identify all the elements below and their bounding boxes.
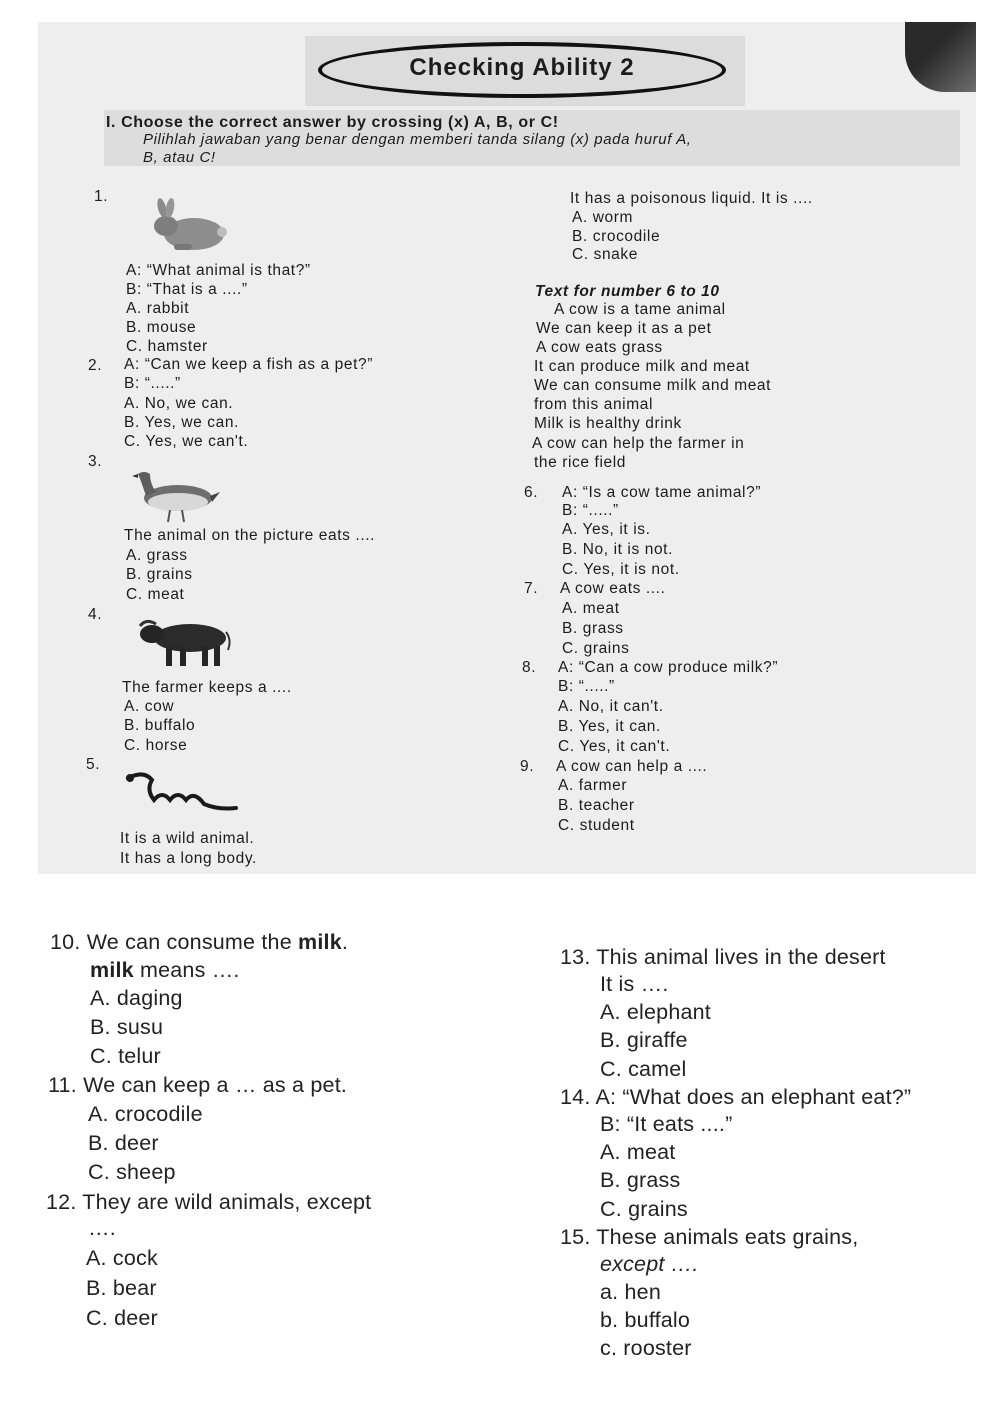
reading-text-line: A cow eats grass (536, 339, 663, 356)
question-10-period: . (341, 930, 349, 954)
reading-text-line: A cow can help the farmer in (532, 435, 745, 452)
snake-icon (124, 770, 240, 814)
instruction-translation-1: Pilihlah jawaban yang benar dengan memberi tanda silang (x) pada huruf A, (143, 131, 692, 148)
page-title: Checking Ability 2 (409, 54, 635, 81)
question-13-option-c[interactable]: C. camel (600, 1057, 687, 1081)
question-12-line-2: …. (88, 1216, 116, 1240)
question-7-line-1: A cow eats .... (560, 580, 666, 597)
question-14-option-a[interactable]: A. meat (600, 1140, 676, 1164)
buffalo-icon (136, 616, 232, 668)
reading-text-line: We can consume milk and meat (534, 377, 772, 394)
question-3-option-a[interactable]: A. grass (126, 547, 188, 564)
question-5-option-a[interactable]: A. worm (572, 209, 634, 226)
question-11-number: 11. (48, 1073, 77, 1097)
question-1-option-b[interactable]: B. mouse (126, 319, 197, 336)
question-4-option-a[interactable]: A. cow (124, 698, 175, 715)
question-5-line-3: It has a poisonous liquid. It is .... (570, 190, 813, 207)
question-13-text: This animal lives in the desert (596, 945, 886, 969)
question-12-option-a[interactable]: A. cock (86, 1246, 158, 1270)
question-10-text: We can consume the (86, 930, 299, 954)
reading-text-line: It can produce milk and meat (534, 358, 750, 375)
question-1-number: 1. (94, 188, 109, 205)
question-5-option-c[interactable]: C. snake (572, 246, 638, 263)
question-10-line-2-text: means …. (133, 958, 240, 982)
question-4-line-1: The farmer keeps a .... (122, 679, 292, 696)
question-2-option-c[interactable]: C. Yes, we can't. (124, 433, 249, 450)
reading-text-line: the rice field (534, 454, 626, 471)
question-12-option-c[interactable]: C. deer (86, 1306, 158, 1330)
instruction-heading: I. Choose the correct answer by crossing (x) A, B, or C! (106, 114, 559, 131)
rabbit-icon (146, 200, 228, 254)
question-1-line-2: B: “That is a ....” (126, 281, 248, 298)
question-10-keyword-2: milk (90, 958, 134, 982)
question-13-option-b[interactable]: B. giraffe (600, 1028, 688, 1052)
question-9-number: 9. (520, 758, 535, 775)
question-11 (48, 1073, 347, 1098)
question-13-option-a[interactable]: A. elephant (600, 1000, 711, 1024)
question-14 (560, 1085, 911, 1110)
question-12-number: 12. (46, 1190, 77, 1214)
question-2-number: 2. (88, 357, 103, 374)
question-9-line-1: A cow can help a .... (556, 758, 708, 775)
question-1-option-c[interactable]: C. hamster (126, 338, 208, 355)
question-10-keyword: milk (298, 930, 342, 954)
question-7-option-c[interactable]: C. grains (562, 640, 630, 657)
question-6-option-c[interactable]: C. Yes, it is not. (562, 561, 680, 578)
question-2-line-2: B: “.....” (124, 375, 181, 392)
question-14-option-c[interactable]: C. grains (600, 1197, 688, 1221)
question-5-line-1: It is a wild animal. (120, 830, 255, 847)
question-8-option-b[interactable]: B. Yes, it can. (558, 718, 661, 735)
reading-text-line: from this animal (534, 396, 653, 413)
question-3-number: 3. (88, 453, 103, 470)
question-13-line-2: It is …. (600, 972, 669, 996)
question-15 (560, 1225, 858, 1250)
question-13-number: 13. (560, 945, 591, 969)
question-4-option-b[interactable]: B. buffalo (124, 717, 196, 734)
question-6-line-2: B: “.....” (562, 502, 619, 519)
question-15-option-b[interactable]: b. buffalo (600, 1308, 691, 1332)
question-4-option-c[interactable]: C. horse (124, 737, 188, 754)
question-3-line-1: The animal on the picture eats .... (124, 527, 376, 544)
reading-text-heading: Text for number 6 to 10 (535, 283, 720, 300)
question-12-option-b[interactable]: B. bear (86, 1276, 157, 1300)
reading-text-line: Milk is healthy drink (534, 415, 682, 432)
duck-icon (126, 466, 220, 524)
question-11-text: We can keep a … as a pet. (83, 1073, 348, 1097)
question-6-line-1: A: “Is a cow tame animal?” (562, 484, 762, 501)
question-5-number: 5. (86, 756, 101, 773)
question-7-option-a[interactable]: A. meat (562, 600, 620, 617)
question-3-option-b[interactable]: B. grains (126, 566, 193, 583)
question-11-option-a[interactable]: A. crocodile (88, 1102, 203, 1126)
question-9-option-b[interactable]: B. teacher (558, 797, 635, 814)
question-13 (560, 945, 886, 970)
question-8-option-c[interactable]: C. Yes, it can't. (558, 738, 671, 755)
question-8-line-2: B: “.....” (558, 678, 615, 695)
question-10 (50, 930, 348, 955)
question-11-option-c[interactable]: C. sheep (88, 1160, 176, 1184)
question-14-line-2: B: “It eats ....” (600, 1112, 733, 1136)
question-8-option-a[interactable]: A. No, it can't. (558, 698, 664, 715)
question-15-line-2: except …. (600, 1252, 699, 1276)
question-7-option-b[interactable]: B. grass (562, 620, 624, 637)
question-6-number: 6. (524, 484, 539, 501)
question-1-option-a[interactable]: A. rabbit (126, 300, 190, 317)
reading-text-line: We can keep it as a pet (536, 320, 712, 337)
question-3-option-c[interactable]: C. meat (126, 586, 185, 603)
question-12 (46, 1190, 371, 1215)
question-6-option-b[interactable]: B. No, it is not. (562, 541, 673, 558)
question-12-text: They are wild animals, except (82, 1190, 372, 1214)
question-8-line-1: A: “Can a cow produce milk?” (558, 659, 779, 676)
question-14-number: 14. (560, 1085, 591, 1109)
question-15-option-c[interactable]: c. rooster (600, 1336, 692, 1360)
question-10-option-b[interactable]: B. susu (90, 1015, 164, 1039)
question-5-line-2: It has a long body. (120, 850, 257, 867)
question-2-option-a[interactable]: A. No, we can. (124, 395, 234, 412)
question-2-line-1: A: “Can we keep a fish as a pet?” (124, 356, 373, 373)
question-9-option-a[interactable]: A. farmer (558, 777, 628, 794)
question-11-option-b[interactable]: B. deer (88, 1131, 159, 1155)
question-6-option-a[interactable]: A. Yes, it is. (562, 521, 651, 538)
question-10-number: 10. (50, 930, 81, 954)
question-15-option-a[interactable]: a. hen (600, 1280, 661, 1304)
instruction-translation-2: B, atau C! (143, 149, 216, 166)
question-7-number: 7. (524, 580, 539, 597)
question-4-number: 4. (88, 606, 103, 623)
question-2-option-b[interactable]: B. Yes, we can. (124, 414, 239, 431)
question-8-number: 8. (522, 659, 537, 676)
question-14-text: A: “What does an elephant eat?” (595, 1085, 912, 1109)
question-10-option-a[interactable]: A. daging (90, 986, 183, 1010)
question-1-line-1: A: “What animal is that?” (126, 262, 311, 279)
question-15-text: These animals eats grains, (596, 1225, 859, 1249)
question-15-number: 15. (560, 1225, 591, 1249)
question-10-line-2 (90, 958, 240, 983)
question-5-option-b[interactable]: B. crocodile (572, 228, 661, 245)
question-14-option-b[interactable]: B. grass (600, 1168, 681, 1192)
question-10-option-c[interactable]: C. telur (90, 1044, 161, 1068)
question-9-option-c[interactable]: C. student (558, 817, 635, 834)
reading-text-line: A cow is a tame animal (554, 301, 726, 318)
